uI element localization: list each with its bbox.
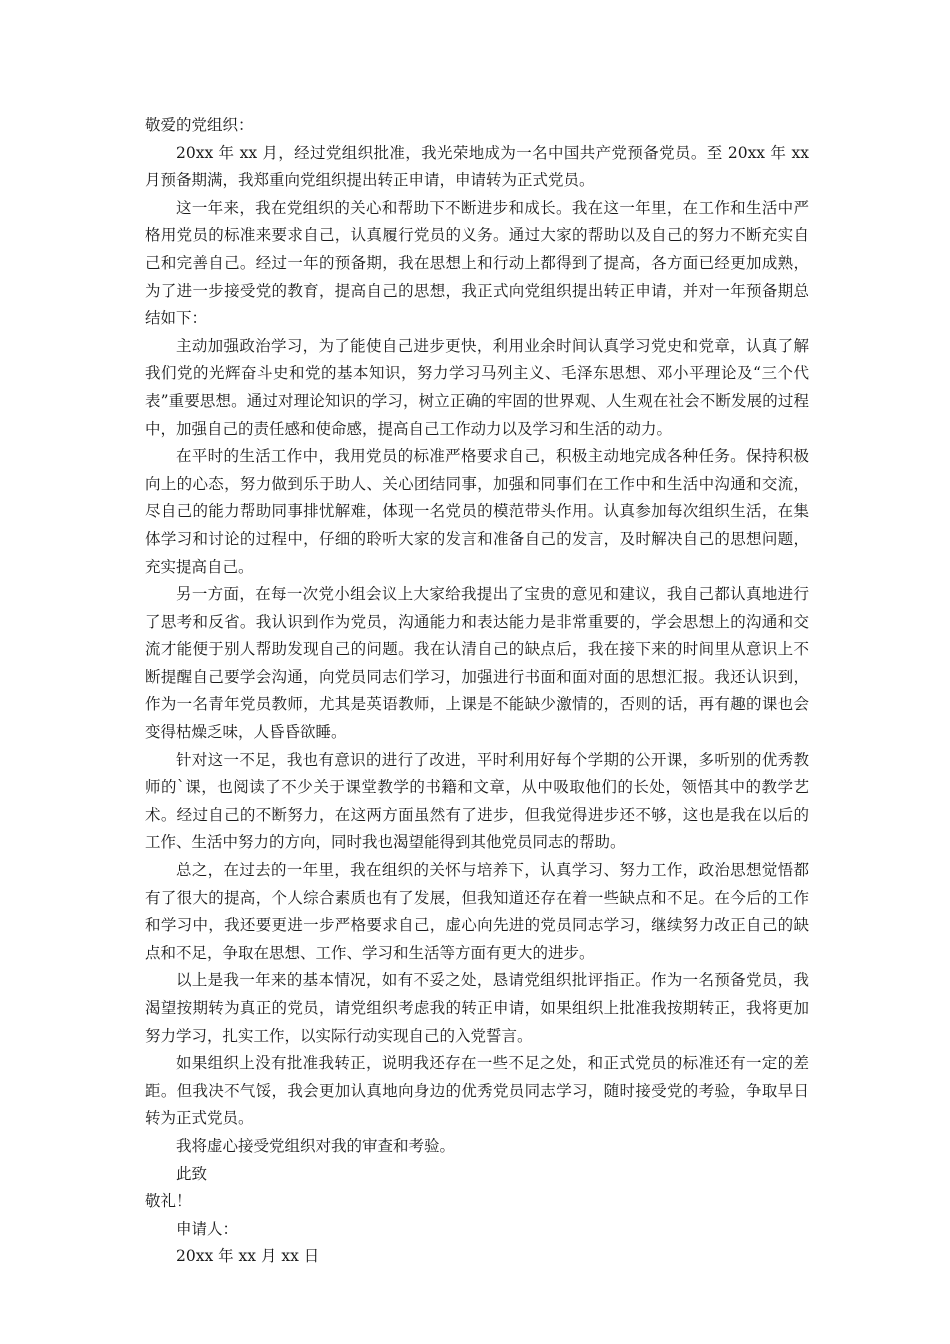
regards: 敬礼！ — [145, 1192, 192, 1211]
paragraph-5: 另一方面，在每一次党小组会议上大家给我提出了宝贵的意见和建议，我自己都认真地进行了思考和反省。我认识到作为党员，沟通能力和表达能力是非常重要的，学会思想上的沟通和交流才能便于别人帮助发现自己的问题。我在认清自己的缺点后，我在接下来的时间里从意识上不断提醒自己要学会沟通，向党员同志们学习，加强进行书面和面对面的思想汇报。我还认识到，作为一名青年党员教师，尤其是英语教师，上课是不能缺少激情的，否则的话，再有趣的课也会变得枯燥乏味，人昏昏欲睡。 — [145, 585, 809, 742]
paragraph-8: 以上是我一年来的基本情况，如有不妥之处，恳请党组织批评指正。作为一名预备党员，我渴望按期转为真正的党员，请党组织考虑我的转正申请，如果组织上批准我按期转正，我将更加努力学习，扎实工作，以实际行动实现自己的入党誓言。 — [145, 971, 809, 1045]
applicant-label: 申请人： — [176, 1219, 239, 1238]
paragraph-9: 如果组织上没有批准我转正，说明我还存在一些不足之处，和正式党员的标准还有一定的差距。但我决不气馁，我会更加认真地向身边的优秀党员同志学习，随时接受党的考验，争取早日转为正式党员。 — [145, 1054, 809, 1128]
letter-document — [145, 112, 809, 1271]
date: 20xx 年 xx 月 xx 日 — [176, 1247, 320, 1266]
paragraph-10: 我将虚心接受党组织对我的审查和考验。 — [176, 1136, 456, 1155]
closing: 此致 — [176, 1164, 208, 1183]
paragraph-2: 这一年来，我在党组织的关心和帮助下不断进步和成长。我在这一年里，在工作和生活中严格用党员的标准来要求自己，认真履行党员的义务。通过大家的帮助以及自己的努力不断充实自己和完善自己。经过一年的预备期，我在思想上和行动上都得到了提高，各方面已经更加成熟，为了进一步接受党的教育，提高自己的思想，我正式向党组织提出转正申请，并对一年预备期总结如下： — [145, 198, 809, 328]
paragraph-7: 总之，在过去的一年里，我在组织的关怀与培养下，认真学习、努力工作，政治思想觉悟都有了很大的提高，个人综合素质也有了发展，但我知道还存在着一些缺点和不足。在今后的工作和学习中，我还要更进一步严格要求自己，虚心向先进的党员同志学习，继续努力改正自己的缺点和不足，争取在思想、工作、学习和生活等方面有更大的进步。 — [145, 861, 809, 962]
paragraph-6: 针对这一不足，我也有意识的进行了改进，平时利用好每个学期的公开课，多听别的优秀教师的`课，也阅读了不少关于课堂教学的书籍和文章，从中吸取他们的长处，领悟其中的教学艺术。经过自己的不断努力，在这两方面虽然有了进步，但我觉得进步还不够，这也是我在以后的工作、生活中努力的方向，同时我也渴望能得到其他党员同志的帮助。 — [145, 750, 809, 852]
paragraph-1: 20xx 年 xx 月，经过党组织批准，我光荣地成为一名中国共产党预备党员。至 20xx 年 xx 月预备期满，我郑重向党组织提出转正申请，申请转为正式党员。 — [145, 143, 809, 190]
paragraph-3: 主动加强政治学习，为了能使自己进步更快，利用业余时间认真学习党史和党章，认真了解我们党的光辉奋斗史和党的基本知识，努力学习马列主义、毛泽东思想、邓小平理论及“三个代表”重要思想。通过对理论知识的学习，树立正确的牢固的世界观、人生观在社会不断发展的过程中，加强自己的责任感和使命感，提高自己工作动力以及学习和生活的动力。 — [145, 336, 809, 438]
paragraph-4: 在平时的生活工作中，我用党员的标准严格要求自己，积极主动地完成各种任务。保持积极向上的心态，努力做到乐于助人、关心团结同事，加强和同事们在工作中和生活中沟通和交流，尽自己的能力帮助同事排忧解难，体现一名党员的模范带头作用。认真参加每次组织生活，在集体学习和讨论的过程中，仔细的聆听大家的发言和准备自己的发言，及时解决自己的思想问题，充实提高自己。 — [145, 447, 809, 576]
salutation: 敬爱的党组织： — [145, 116, 254, 134]
